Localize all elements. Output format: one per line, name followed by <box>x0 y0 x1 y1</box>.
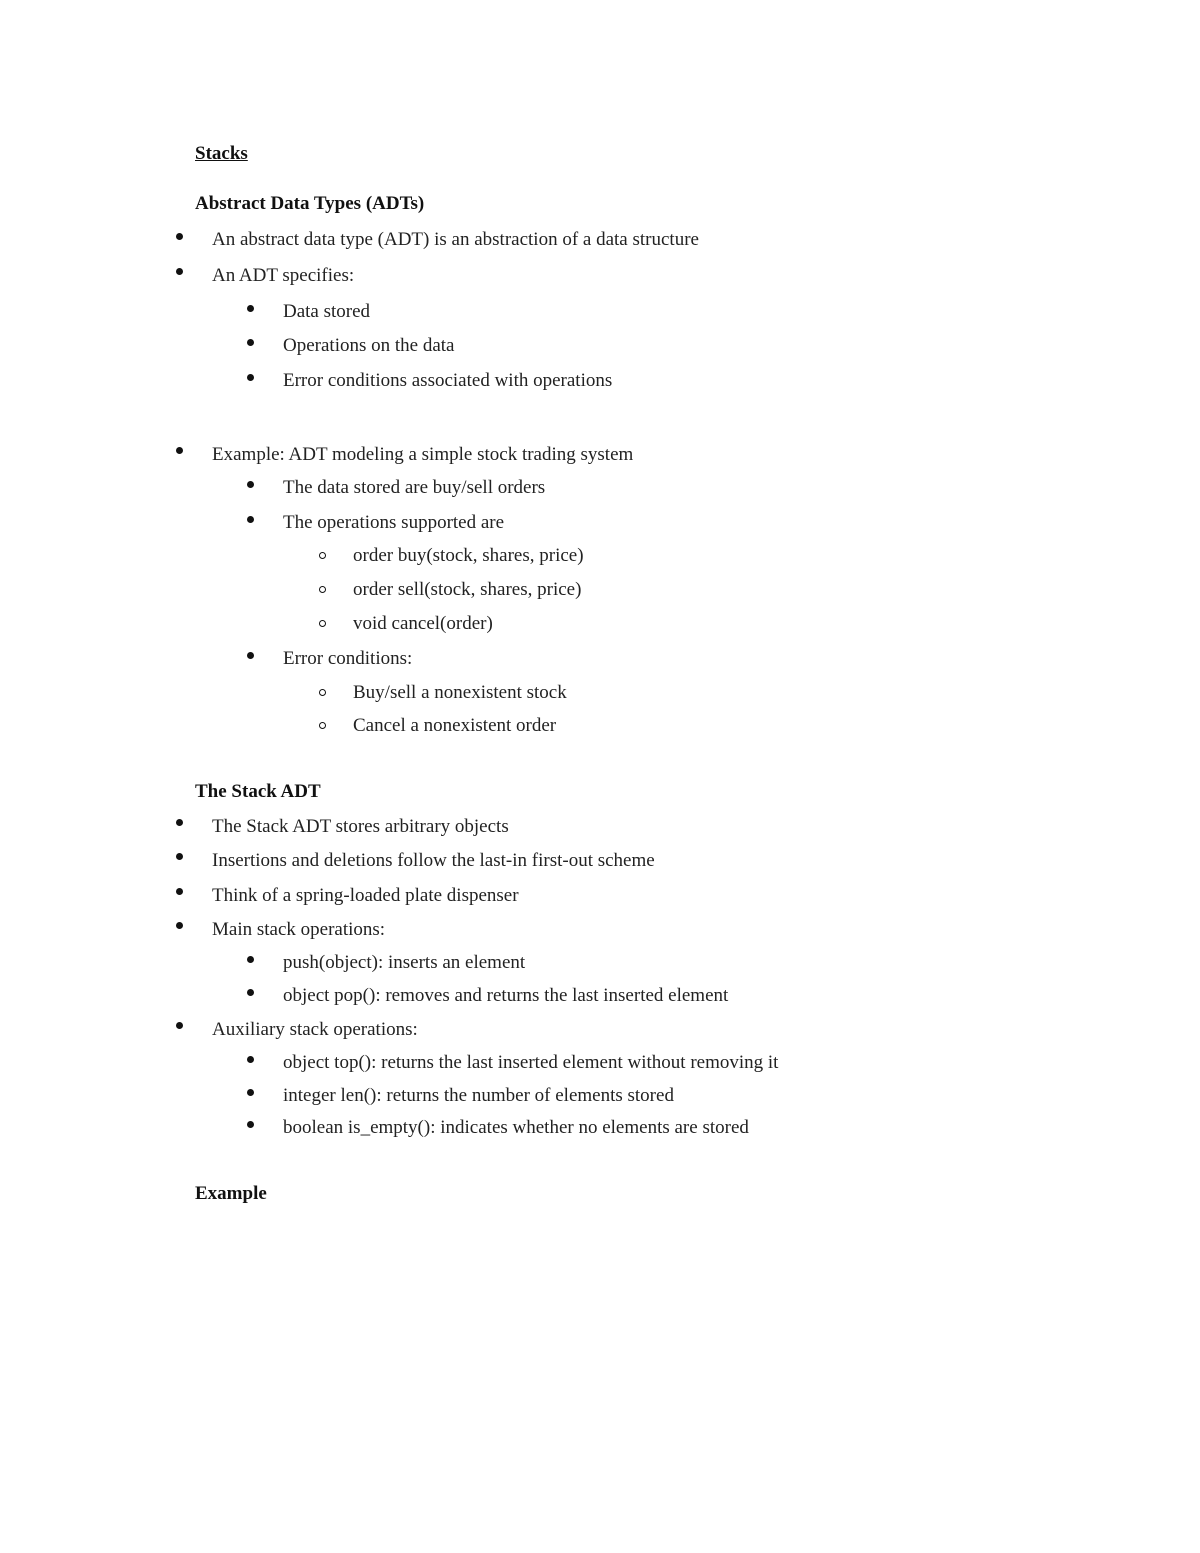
circle-bullet-icon <box>319 552 326 559</box>
list-item: Auxiliary stack operations: <box>212 1019 418 1040</box>
bullet-icon <box>247 1089 254 1096</box>
list-item: An abstract data type (ADT) is an abstraction of a data structure <box>212 229 699 250</box>
bullet-icon <box>247 305 254 312</box>
list-item: integer len(): returns the number of elements stored <box>283 1085 674 1106</box>
circle-bullet-icon <box>319 689 326 696</box>
list-item: push(object): inserts an element <box>283 952 526 973</box>
bullet-icon <box>247 481 254 488</box>
circle-bullet-icon <box>319 620 326 627</box>
list-item: Error conditions: <box>283 648 413 669</box>
bullet-icon <box>176 853 183 860</box>
list-item: Cancel a nonexistent order <box>353 715 557 736</box>
circle-bullet-icon <box>319 722 326 729</box>
list-item: void cancel(order) <box>353 613 493 634</box>
bullet-icon <box>247 652 254 659</box>
list-item: object top(): returns the last inserted element without removing it <box>283 1052 779 1073</box>
bullet-icon <box>247 339 254 346</box>
section-heading: Abstract Data Types (ADTs) <box>195 193 425 214</box>
list-item: Main stack operations: <box>212 919 386 940</box>
bullet-icon <box>176 922 183 929</box>
bullet-icon <box>247 516 254 523</box>
list-item: Data stored <box>283 301 371 322</box>
bullet-icon <box>176 1022 183 1029</box>
section-heading: The Stack ADT <box>195 781 321 802</box>
section-heading: Example <box>195 1183 267 1204</box>
list-item: The operations supported are <box>283 512 505 533</box>
list-item: The data stored are buy/sell orders <box>283 477 546 498</box>
bullet-icon <box>247 1056 254 1063</box>
list-item: order sell(stock, shares, price) <box>353 579 582 600</box>
bullet-icon <box>247 956 254 963</box>
list-item: Operations on the data <box>283 335 455 356</box>
list-item: boolean is_empty(): indicates whether no elements are stored <box>283 1117 749 1138</box>
list-item: Example: ADT modeling a simple stock trading system <box>212 444 634 465</box>
bullet-icon <box>176 819 183 826</box>
list-item: Error conditions associated with operations <box>283 370 613 391</box>
list-item: An ADT specifies: <box>212 265 355 286</box>
bullet-icon <box>176 268 183 275</box>
document-title: Stacks <box>195 143 248 164</box>
circle-bullet-icon <box>319 586 326 593</box>
list-item: Buy/sell a nonexistent stock <box>353 682 567 703</box>
list-item: The Stack ADT stores arbitrary objects <box>212 816 509 837</box>
bullet-icon <box>247 989 254 996</box>
bullet-icon <box>247 1121 254 1128</box>
list-item: object pop(): removes and returns the last inserted element <box>283 985 729 1006</box>
list-item: Think of a spring-loaded plate dispenser <box>212 885 519 906</box>
list-item: Insertions and deletions follow the last-in first-out scheme <box>212 850 655 871</box>
bullet-icon <box>176 888 183 895</box>
bullet-icon <box>176 233 183 240</box>
list-item: order buy(stock, shares, price) <box>353 545 584 566</box>
bullet-icon <box>247 374 254 381</box>
bullet-icon <box>176 447 183 454</box>
